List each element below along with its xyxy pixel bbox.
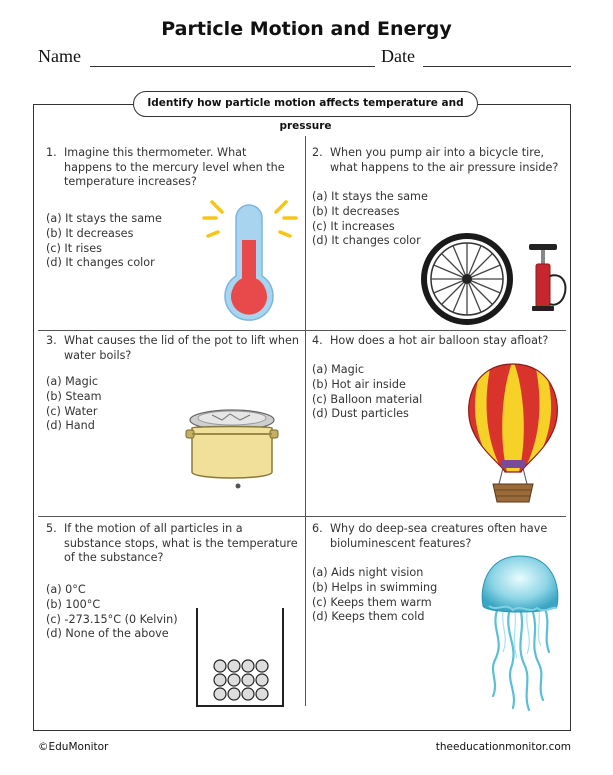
column-divider <box>305 136 306 706</box>
option-b[interactable]: (b) Steam <box>46 389 102 403</box>
question-4: 4. How does a hot air balloon stay afloat? <box>312 334 549 347</box>
question-1-options <box>46 212 162 271</box>
question-3-options <box>46 375 102 434</box>
pot-icon <box>182 400 282 495</box>
name-line[interactable] <box>90 66 375 67</box>
container-particles-icon <box>193 606 288 711</box>
option-a[interactable]: (a) It stays the same <box>312 190 428 203</box>
question-6: 6. Why do deep-sea creatures often have bioluminescent features? <box>312 522 548 550</box>
jellyfish-icon <box>475 550 565 720</box>
option-c[interactable]: (c) It rises <box>46 241 102 255</box>
question-3: 3. What causes the lid of the pot to lift when water boils? <box>46 334 299 362</box>
option-d[interactable]: (d) Hand <box>46 419 95 433</box>
instruction-banner: Identify how particle motion affects temperature and pressure <box>133 91 478 117</box>
question-5-options <box>46 583 178 642</box>
option-d[interactable]: (d) It changes color <box>46 256 155 270</box>
option-c[interactable]: (c) -273.15°C (0 Kelvin) <box>46 612 178 626</box>
date-line[interactable] <box>423 66 571 67</box>
option-a[interactable]: (a) Magic <box>46 375 99 388</box>
option-a[interactable]: (a) Magic <box>312 363 365 376</box>
question-4-options <box>312 363 422 422</box>
question-6-options <box>312 566 437 625</box>
option-b[interactable]: (b) Hot air inside <box>312 377 406 391</box>
thermometer-icon <box>200 188 300 318</box>
hot-air-balloon-icon <box>463 360 563 510</box>
name-date-row <box>38 46 571 70</box>
question-1: 1. Imagine this thermometer. What happens to the mercury level when the temperature increases? <box>46 146 285 189</box>
option-b[interactable]: (b) 100°C <box>46 597 101 611</box>
option-a[interactable]: (a) Aids night vision <box>312 566 424 579</box>
option-c[interactable]: (c) Keeps them warm <box>312 595 432 609</box>
question-2-options <box>312 190 428 249</box>
row-divider-2 <box>38 516 566 517</box>
name-label: Name <box>38 46 81 66</box>
row-divider-1 <box>38 330 566 331</box>
option-c[interactable]: (c) It increases <box>312 219 395 233</box>
option-c[interactable]: (c) Water <box>46 404 98 418</box>
option-d[interactable]: (d) None of the above <box>46 627 169 641</box>
question-5: 5. If the motion of all particles in a substance stops, what is the temperature of the substance? <box>46 522 298 565</box>
option-a[interactable]: (a) It stays the same <box>46 212 162 225</box>
question-2: 2. When you pump air into a bicycle tire, what happens to the air pressure inside? <box>312 146 559 174</box>
option-b[interactable]: (b) Helps in swimming <box>312 580 438 594</box>
footer-copyright: ©EduMonitor <box>38 741 109 753</box>
option-c[interactable]: (c) Balloon material <box>312 392 423 406</box>
date-label: Date <box>381 46 415 66</box>
air-pump-icon <box>525 240 575 315</box>
option-d[interactable]: (d) Keeps them cold <box>312 610 425 624</box>
footer-website[interactable]: theeducationmonitor.com <box>435 741 571 753</box>
page-title: Particle Motion and Energy <box>161 18 452 40</box>
option-a[interactable]: (a) 0°C <box>46 583 86 596</box>
option-b[interactable]: (b) It decreases <box>46 226 134 240</box>
option-d[interactable]: (d) Dust particles <box>312 407 409 421</box>
option-b[interactable]: (b) It decreases <box>312 204 400 218</box>
bicycle-wheel-icon <box>420 232 515 327</box>
option-d[interactable]: (d) It changes color <box>312 234 421 248</box>
